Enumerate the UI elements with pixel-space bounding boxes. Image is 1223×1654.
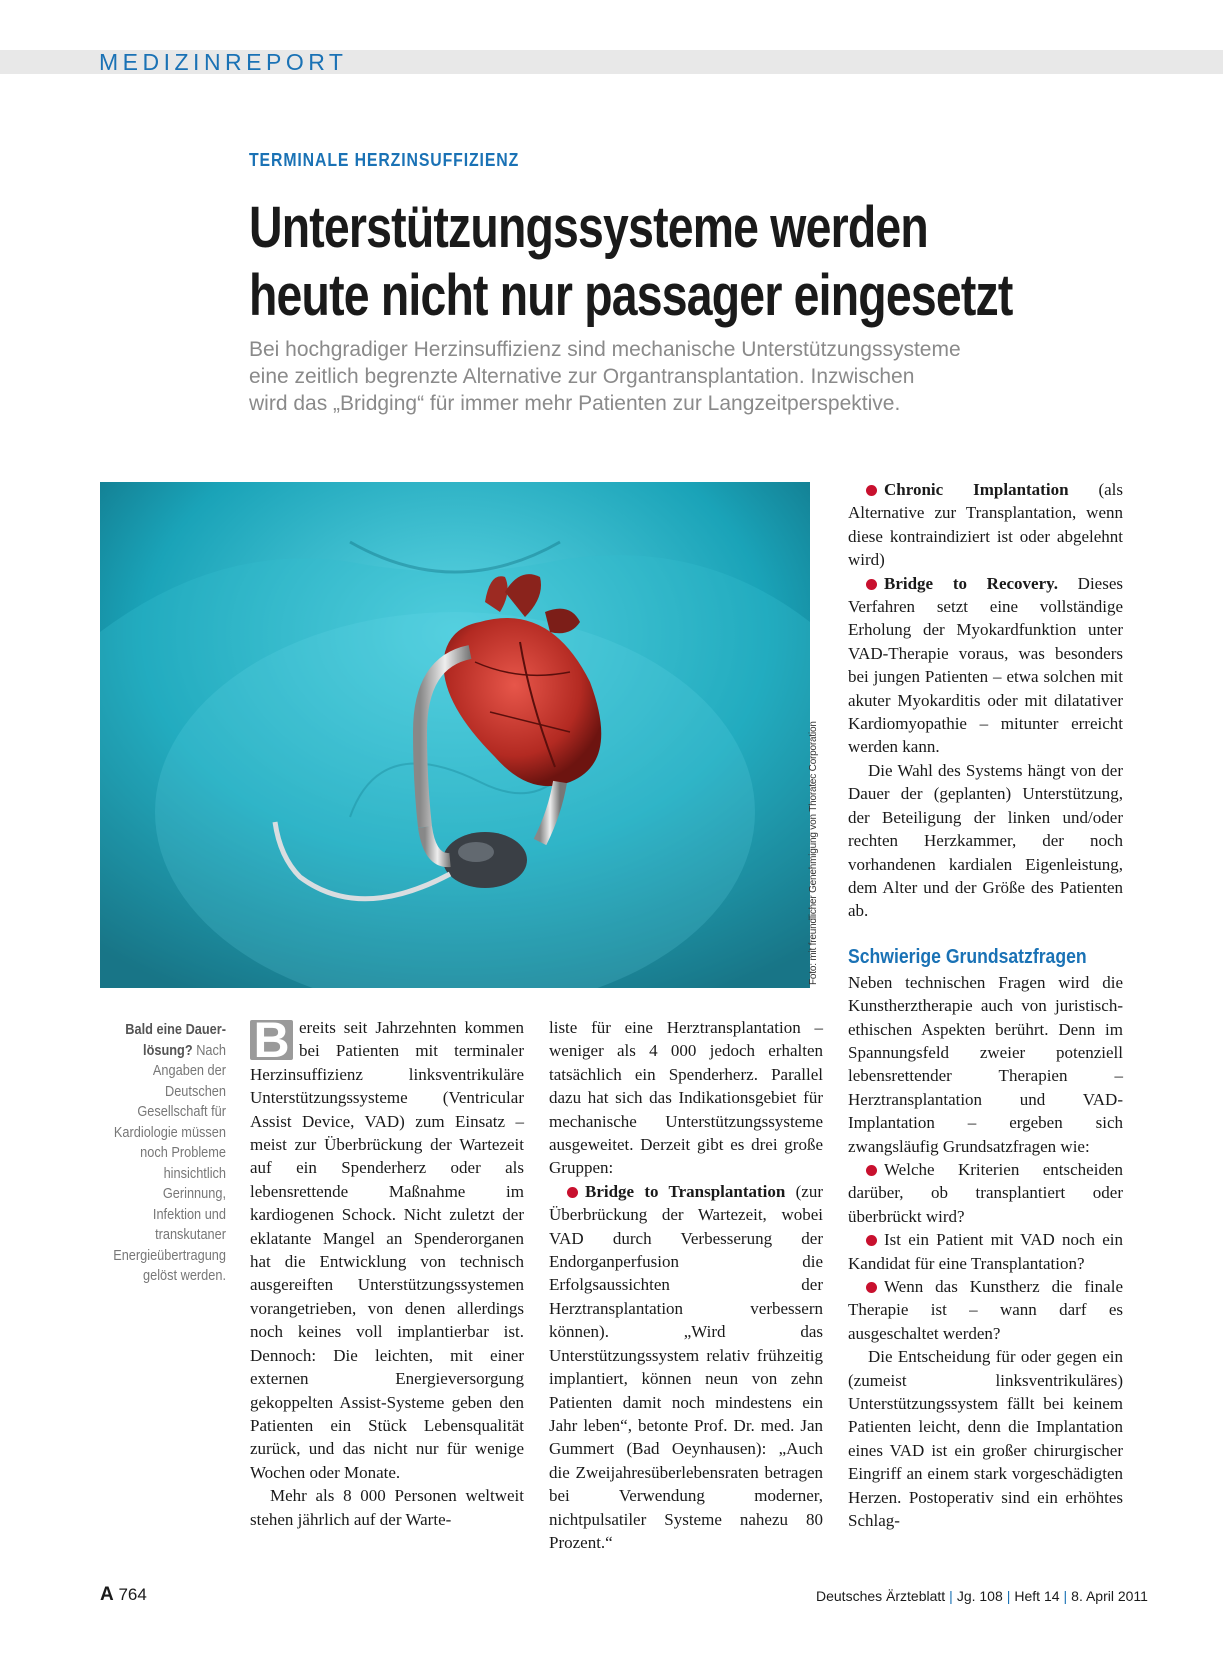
bullet-dot-icon [567,1187,578,1198]
bullet-dot-icon [866,579,877,590]
body-column-3 [848,478,1123,1532]
bullet-dot-icon [866,1282,877,1293]
question-3 [848,1275,1123,1345]
bullet-title: Bridge to Recovery. [884,573,1058,593]
article-headline [249,194,1073,330]
bullet-text: Dieses Verfahren setzt eine vollständige Erholung der Myokardfunktion unter VAD-Therapie voraus, was besonders bei jungen Patienten – etwa solchen mit akuter Myokarditis oder mit dilatativer Kardiomyopathie – mitunter erreicht werden kann. [848,573,1123,757]
bullet-bridge-to-recovery [848,572,1123,759]
journal-name: Deutsches Ärzteblatt [816,1588,946,1604]
bullet-dot-icon [866,1165,877,1176]
question-text: Ist ein Patient mit VAD noch ein Kandidat für eine Transplantation? [848,1230,1123,1273]
headline-line-2: heute nicht nur passager eingesetzt [249,263,1013,328]
col2-paragraph-1: liste für eine Herztransplantation – weniger als 4 000 jedoch erhalten tatsächlich ein Spenderherz. Parallel dazu hat sich das Indikationsgebiet für mechanische Unterstützungssysteme ausgeweitet. Derzeit gibt es drei große Gruppen: [549,1018,823,1178]
col1-paragraph-1: ereits seit Jahrzehnten kommen bei Patienten mit terminaler Herzinsuffizienz linksventrikuläre Unterstützungssysteme (Ventricular Assist Device, VAD) zum Einsatz – meist zur Überbrückung der Wartezeit auf ein Spenderherz oder als lebensrettende Maßnahme im kardiogenen Schock. Nicht zuletzt der eklatante Mangel an Spenderorganen hat die Entwicklung von technisch ausgereiften Unterstützungssystemen vorangetrieben, von denen allerdings noch keines voll implantierbar ist. Dennoch: Die leichten, mit einer externen Energieversorgung gekoppelten Assist-Systeme geben den Patienten ein Stück Lebensqualität zurück, und das nicht nur für wenige Wochen oder Monate. [250,1018,524,1482]
lead-line-3: wird das „Bridging“ für immer mehr Patienten zur Langzeitperspektive. [249,392,901,415]
bullet-title: Chronic Implantation [884,480,1069,499]
figure-caption [112,1020,226,1287]
caption-title: Bald eine Dauerlösung? [125,1022,226,1059]
headline-line-1: Unterstützungssysteme werden [249,195,928,260]
bullet-title: Bridge to Transplantation [585,1181,786,1201]
journal-date: 8. April 2011 [1071,1588,1148,1604]
drop-cap: B [250,1020,293,1060]
body-column-2 [549,1016,823,1554]
bullet-dot-icon [866,485,877,496]
heart-pump-illustration [100,482,810,988]
question-2 [848,1228,1123,1275]
journal-info: Deutsches Ärzteblatt | Jg. 108 | Heft 14 | 8. April 2011 [816,1588,1148,1604]
article-kicker: TERMINALE HERZINSUFFIZIENZ [249,150,520,170]
col3-paragraph-1: Die Wahl des Systems hängt von der Dauer der (geplanten) Unterstützung, der Beteiligung der linken und/oder rechten Herzkammer, der noch vorhandenen kardialen Eigenleistung, dem Alter und der Größe des Patienten ab. [848,760,1123,921]
photo-credit: Foto: mit freundlicher Genehmigung von Thoratec Corporation [808,721,819,985]
journal-issue: Heft 14 [1014,1588,1060,1604]
page-number [100,1584,147,1606]
journal-volume: Jg. 108 [956,1588,1003,1604]
question-text: Wenn das Kunstherz die finale Therapie ist – wann darf es ausgeschaltet werden? [848,1277,1123,1343]
article-lead [249,336,1089,417]
bullet-text: (als Alternative zur Transplantation, wenn diese kontraindiziert ist oder abgelehnt wird) [848,480,1123,570]
lead-line-1: Bei hochgradiger Herzinsuffizienz sind mechanische Unterstützungssysteme [249,338,961,361]
bullet-bridge-to-transplantation [549,1180,823,1555]
col3-paragraph-2: Neben technischen Fragen wird die Kunstherztherapie auch von juristisch-ethischen Aspekten berührt. Denn im Spannungsfeld zweier potenziell lebensrettender Therapien – Herztransplantation und VAD-Implantation – ergeben sich zwangsläufig Grundsatzfragen wie: [848,972,1123,1156]
page-number-value: 764 [118,1585,147,1604]
bullet-text: (zur Überbrückung der Wartezeit, wobei VAD durch Verbesserung der Endorganperfusion die Erfolgsaussichten der Herztransplantation verbessern können). „Wird das Unterstützungssystem relativ frühzeitig implantiert, können neun von zehn Patienten damit noch mindestens ein Jahr leben“, betonte Prof. Dr. med. Jan Gummert (Bad Oeynhausen): „Auch die Zweijahresüberlebensraten betragen bei Verwendung moderner, nichtpulsatiler Systeme nahezu 80 Prozent.“ [549,1181,823,1552]
body-column-1 [250,1012,524,1531]
bullet-dot-icon [866,1235,877,1246]
section-label: MEDIZINREPORT [99,49,348,75]
lead-line-2: eine zeitlich begrenzte Alternative zur Organtransplantation. Inzwischen [249,365,915,388]
page-prefix: A [100,1584,114,1605]
question-text: Welche Kriterien entscheiden darüber, ob transplantiert oder überbrückt wird? [848,1159,1123,1226]
bullet-chronic-implantation [848,478,1123,572]
question-1 [848,1158,1123,1228]
col1-paragraph-2: Mehr als 8 000 Personen weltweit stehen jährlich auf der Warte- [250,1486,524,1529]
caption-text: Nach Angaben der Deutschen Gesellschaft für Kardiologie müssen noch Probleme hinsichtlich Gerinnung, Infektion und transkutaner Energieübertragung gelöst werden. [113,1042,226,1284]
subheading: Schwierige Grundsatzfragen [848,945,1087,968]
col3-paragraph-3: Die Entscheidung für oder gegen ein (zumeist linksventrikuläres) Unterstützungssystem fällt bei keinem Patienten leicht, denn die Implantation eines VAD ist ein großer chirurgischer Eingriff an einem stark vorgeschädigten Herzen. Postoperativ sind ein erhöhtes Schlag- [848,1347,1123,1531]
